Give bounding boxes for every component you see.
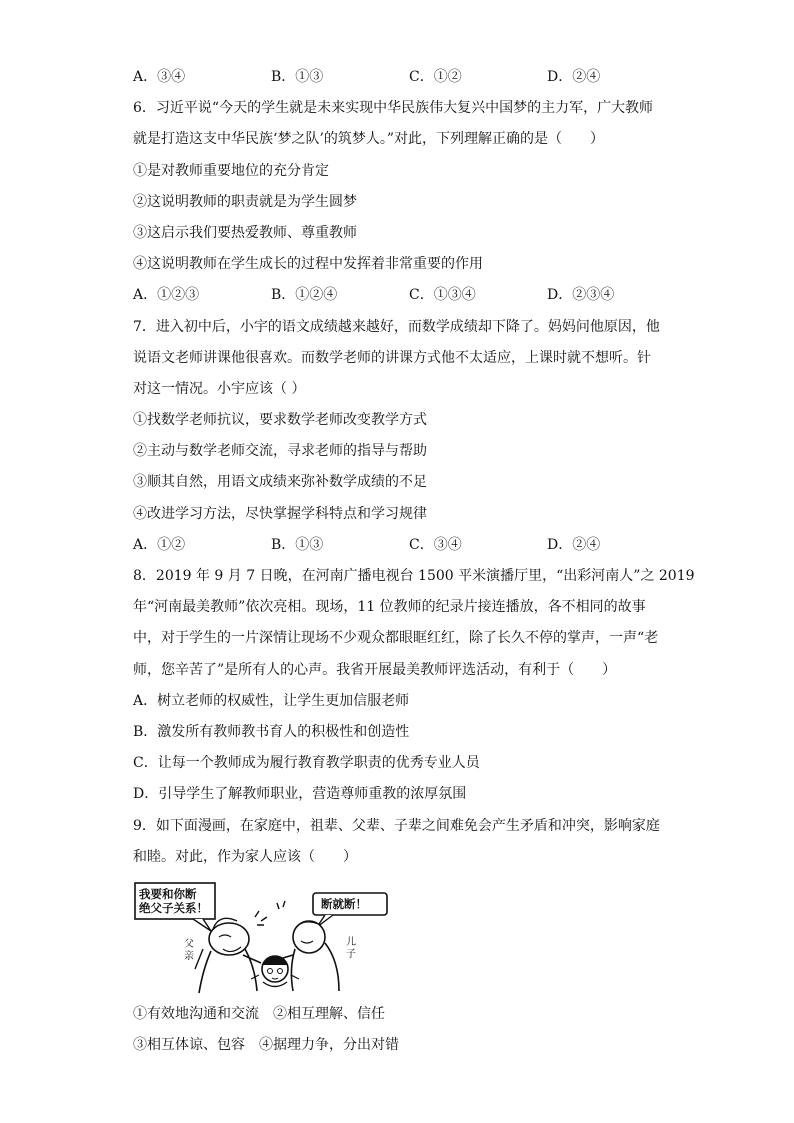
q6-option-b: B．①②④ [271,287,338,304]
q8-choice-c: C．让每一个教师成为履行教育教学职责的优秀专业人员 [133,755,480,772]
family-conflict-cartoon [133,879,393,997]
q8-stem-line-1: 8．2019 年 9 月 7 日晚，在河南广播电视台 1500 平米演播厅里，“出彩河南人”之 2019 [133,568,695,584]
q6-option-c: C．①③④ [409,287,476,304]
q5-option-b: B．①③ [271,69,324,85]
q7-item-3: ③顺其自然，用语文成绩来弥补数学成绩的不足 [133,474,427,491]
q6-item-1: ①是对教师重要地位的充分肯定 [133,162,329,179]
q5-option-d: D．②④ [547,69,601,85]
q7-option-c: C．③④ [409,536,462,553]
q7-stem-line-2: 说语文老师讲课他很喜欢。而数学老师的讲课方式他不太适应，上课时就不想听。针 [133,349,651,366]
exam-page [133,62,695,1061]
q6-option-d: D．②③④ [547,287,615,304]
q8-choice-d: D．引导学生了解教师职业，营造尊师重教的浓厚氛围 [133,786,467,803]
label-son: 儿子 [346,936,356,960]
q5-option-a: A．③④ [133,69,186,85]
q7-stem-line-1: 7．进入初中后，小宇的语文成绩越来越好，而数学成绩却下降了。妈妈问他原因，他 [133,318,660,335]
q9-stem-line-1: 9．如下面漫画，在家庭中，祖辈、父辈、子辈之间难免会产生矛盾和冲突，影响家庭 [133,817,660,834]
q8-stem-line-4: 师，您辛苦了”是所有人的心声。我省开展最美教师评选活动，有利于（ ） [133,661,617,678]
bubble-left-line-1: 我要和你断 [139,886,197,901]
q6-item-4: ④这说明教师在学生成长的过程中发挥着非常重要的作用 [133,256,483,273]
q6-stem-line-2: 就是打造这支中华民族‘梦之队’的筑梦人。”对此，下列理解正确的是（ ） [133,131,605,148]
q7-item-1: ①找数学老师抗议，要求数学老师改变教学方式 [133,412,427,429]
bubble-left-line-2: 绝父子关系！ [139,900,208,915]
q7-option-b: B．①③ [271,536,324,553]
q7-item-2: ②主动与数学老师交流，寻求老师的指导与帮助 [133,443,427,460]
q9-items-line-1: ①有效地沟通和交流 ②相互理解、信任 [133,1005,385,1022]
q6-stem-line-1: 6．习近平说“今天的学生就是未来实现中华民族伟大复兴中国梦的主力军，广大教师 [133,100,654,117]
q6-item-2: ②这说明教师的职责就是为学生圆梦 [133,193,357,210]
q7-stem-line-3: 对这一情况。小宇应该（ ） [133,380,306,397]
q7-option-d: D．②④ [547,536,601,553]
label-father: 父亲 [184,938,194,962]
q8-choice-b: B．激发所有教师教书育人的积极性和创造性 [133,723,410,740]
q6-item-3: ③这启示我们要热爱教师、尊重教师 [133,224,357,241]
q8-stem-line-3: 中，对于学生的一片深情让现场不少观众都眼眶红红，除了长久不停的掌声，一声“老 [133,630,659,647]
q8-choice-a: A．树立老师的权威性，让学生更加信服老师 [133,692,410,709]
q5-option-c: C．①② [409,69,462,85]
q9-items-line-2: ③相互体谅、包容 ④据理力争，分出对错 [133,1037,399,1054]
bubble-left-text [139,887,208,915]
q7-item-4: ④改进学习方法，尽快掌握学科特点和学习规律 [133,505,427,522]
q6-options [133,280,673,311]
q7-option-a: A．①② [133,536,186,553]
q6-option-a: A．①②③ [133,287,200,304]
q9-stem-line-2: 和睦。对此，作为家人应该（ ） [133,848,357,865]
q7-options [133,530,673,561]
q8-stem-line-2: 年“河南最美教师”依次亮相。现场，11 位教师的纪录片接连播放，各不相同的故事 [133,599,646,616]
bubble-right-text: 断就断！ [321,896,367,911]
q5-options [133,62,673,93]
